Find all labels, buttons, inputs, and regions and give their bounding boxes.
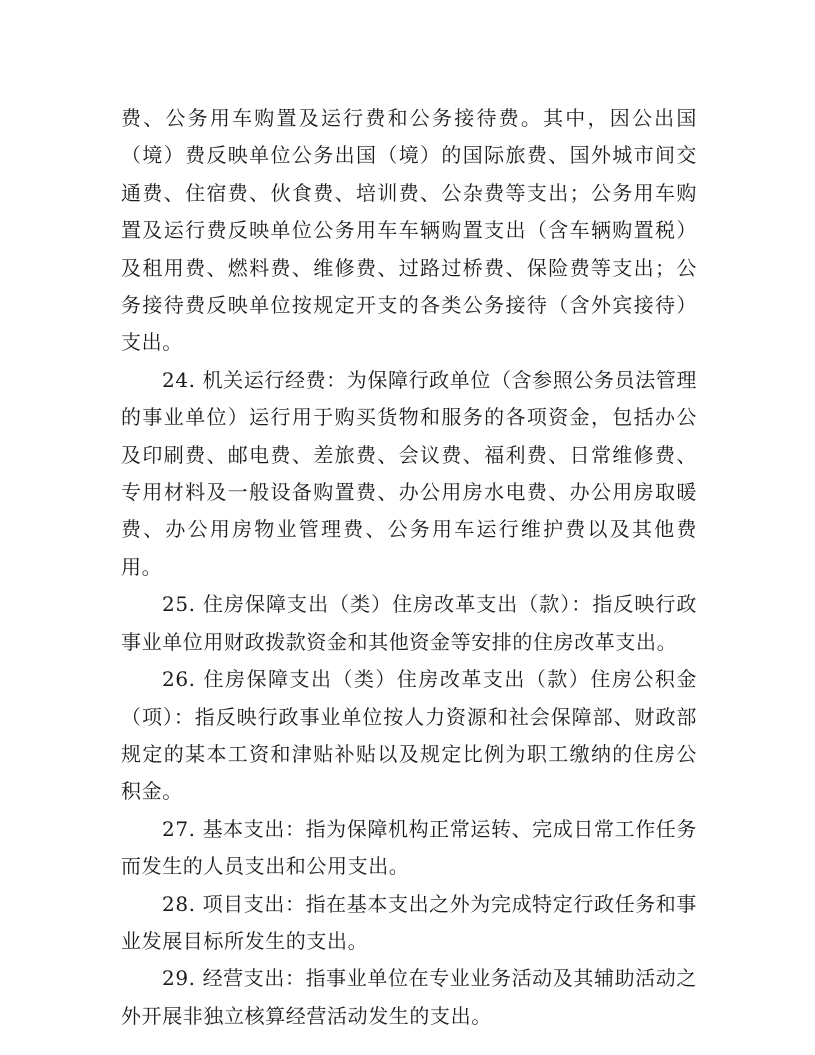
document-body: [121, 100, 697, 1035]
paragraph-item-25: 25. 住房保障支出（类）住房改革支出（款）：指反映行政事业单位用财政拨款资金和其他资金等安排的住房改革支出。: [121, 592, 697, 654]
paragraph-continuation: 费、公务用车购置及运行费和公务接待费。其中，因公出国（境）费反映单位公务出国（境）的国际旅费、国外城市间交通费、住宿费、伙食费、培训费、公杂费等支出；公务用车购置及运行费反映单位公务用车车辆购置支出（含车辆购置税）及租用费、燃料费、维修费、过路过桥费、保险费等支出；公务接待费反映单位按规定开支的各类公务接待（含外宾接待）支出。: [121, 106, 697, 355]
paragraph-item-26: 26. 住房保障支出（类）住房改革支出（款）住房公积金（项）：指反映行政事业单位按人力资源和社会保障部、财政部规定的某本工资和津贴补贴以及规定比例为职工缴纳的住房公积金。: [121, 667, 697, 804]
paragraph-item-27: 27. 基本支出：指为保障机构正常运转、完成日常工作任务而发生的人员支出和公用支出。: [121, 816, 697, 879]
paragraph-item-28: 28. 项目支出：指在基本支出之外为完成特定行政任务和事业发展目标所发生的支出。: [121, 891, 697, 953]
paragraph-item-29: 29. 经营支出：指事业单位在专业业务活动及其辅助活动之外开展非独立核算经营活动发生的支出。: [121, 966, 697, 1028]
paragraph-item-24: 24. 机关运行经费：为保障行政单位（含参照公务员法管理的事业单位）运行用于购买货物和服务的各项资金，包括办公及印刷费、邮电费、差旅费、会议费、福利费、日常维修费、专用材料及一般设备购置费、办公用房水电费、办公用房取暖费、办公用房物业管理费、公务用车运行维护费以及其他费用。: [121, 367, 697, 579]
